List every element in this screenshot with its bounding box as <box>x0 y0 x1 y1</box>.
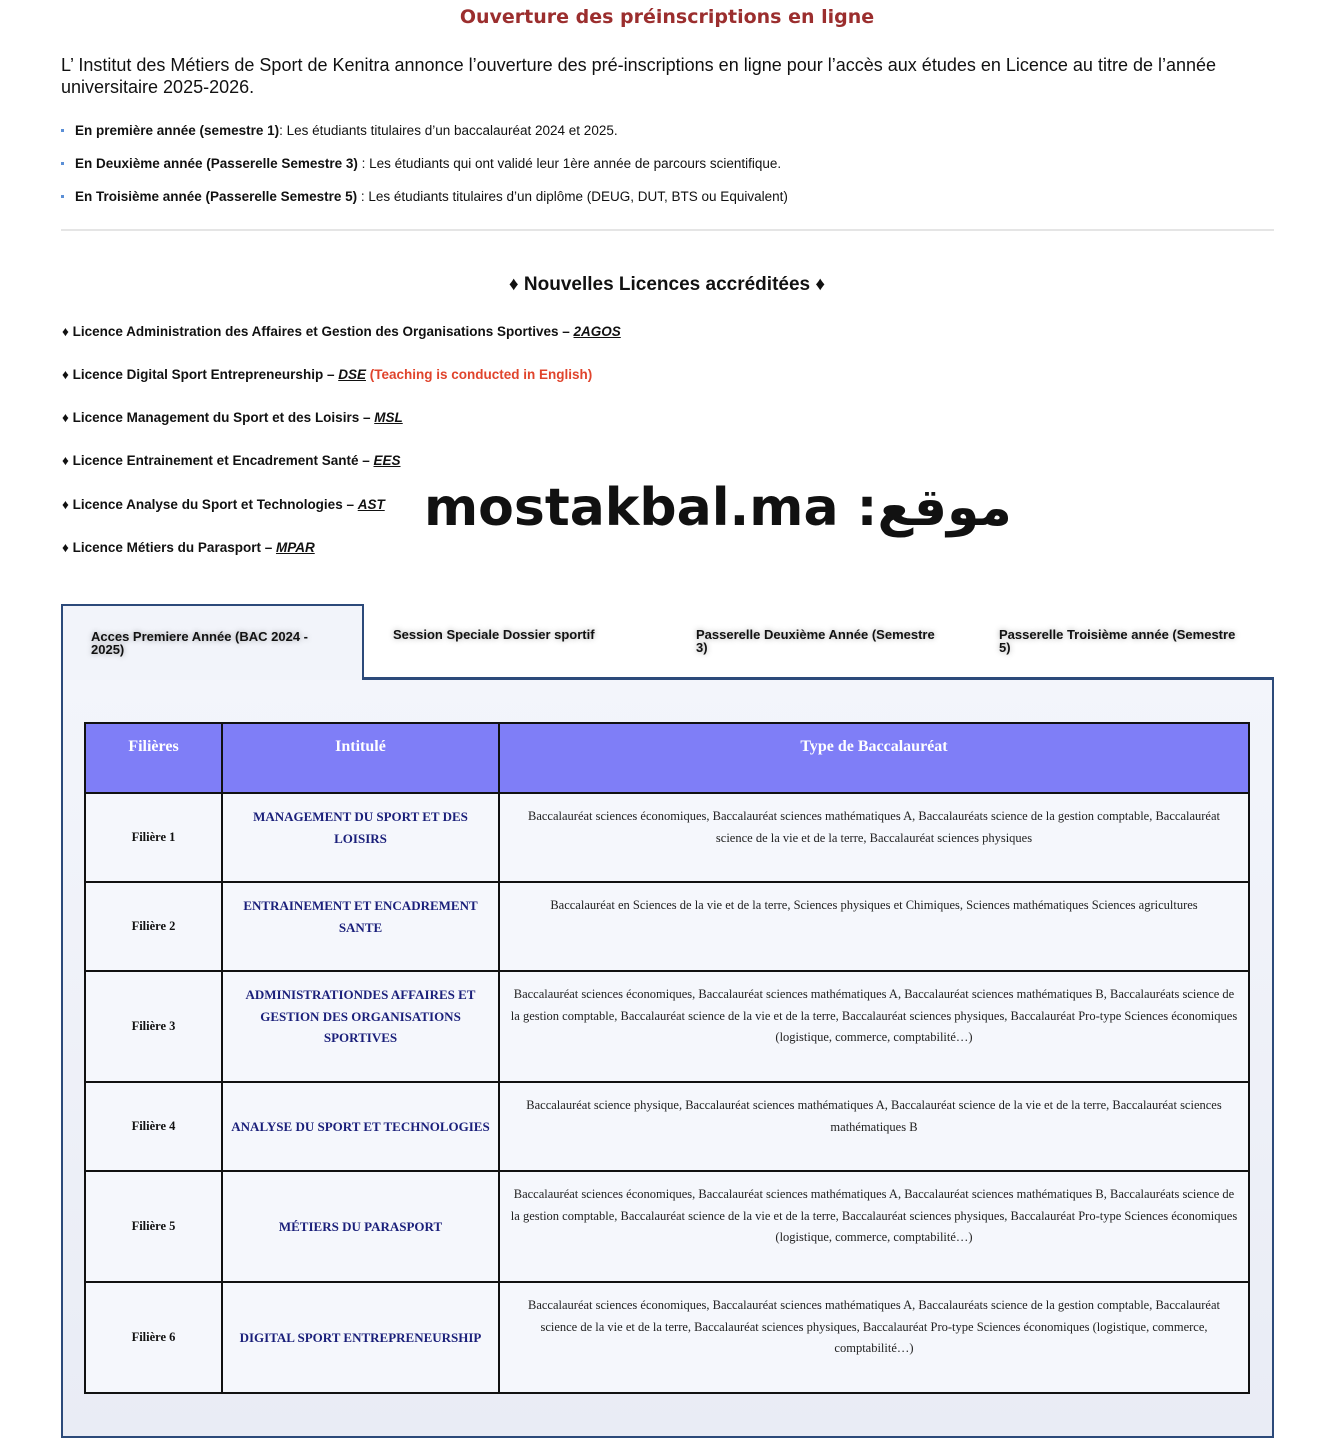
column-header: Type de Baccalauréat <box>499 723 1249 793</box>
table-row <box>85 1171 1249 1282</box>
list-item-text: : Les étudiants titulaires d’un diplôme (DEUG, DUT, BTS ou Equivalent) <box>357 189 788 204</box>
bullet-icon <box>61 195 64 198</box>
column-header: Filières <box>85 723 222 793</box>
licence-code-link[interactable]: AST <box>357 497 385 512</box>
admission-list <box>61 120 788 219</box>
bac-cell: Baccalauréat sciences économiques, Baccalauréat sciences mathématiques A, Baccalauréats science de la gestion comptable, Baccalauréat science de la vie et de la terre, Baccalauréat sciences physiques, Baccalauréat Pro-type Sciences économiques (logistique, commerce, comptabilité…) <box>499 1282 1249 1393</box>
tab-session-speciale[interactable]: Session Speciale Dossier sportif <box>393 627 595 642</box>
bac-cell: Baccalauréat en Sciences de la vie et de la terre, Sciences physiques et Chimiques, Sciences mathématiques Sciences agricultures <box>499 882 1249 971</box>
intitule-cell: ANALYSE DU SPORT ET TECHNOLOGIES <box>222 1082 499 1171</box>
intitule-cell: ENTRAINEMENT ET ENCADREMENT SANTE <box>222 882 499 971</box>
filiere-cell: Filière 3 <box>85 971 222 1082</box>
watermark-text: mostakbal.ma :موقع <box>424 478 1012 538</box>
table-row <box>85 793 1249 882</box>
filiere-cell: Filière 2 <box>85 882 222 971</box>
list-item-title: En Deuxième année (Passerelle Semestre 3) <box>75 156 358 171</box>
tab-passerelle-troisieme[interactable]: Passerelle Troisième année (Semestre 5) <box>999 627 1236 655</box>
filiere-cell: Filière 4 <box>85 1082 222 1171</box>
tab-bar <box>61 604 1274 679</box>
page-title: Ouverture des préinscriptions en ligne <box>459 6 875 28</box>
licence-item <box>62 324 621 339</box>
licences-heading: ♦ Nouvelles Licences accréditées ♦ <box>508 274 826 295</box>
tab-passerelle-deuxieme[interactable]: Passerelle Deuxième Année (Semestre 3) <box>696 627 935 655</box>
intitule-cell: ADMINISTRATIONDES AFFAIRES ET GESTION DES ORGANISATIONS SPORTIVES <box>222 971 499 1082</box>
licence-note: (Teaching is conducted in English) <box>365 367 593 382</box>
list-item-text: : Les étudiants qui ont validé leur 1ère année de parcours scientifique. <box>357 156 782 171</box>
list-item <box>61 186 788 219</box>
licence-code-link[interactable]: DSE <box>338 367 366 382</box>
filiere-cell: Filière 6 <box>85 1282 222 1393</box>
tab-acces-premiere-annee[interactable]: Acces Premiere Année (BAC 2024 - 2025) <box>61 604 364 680</box>
licence-label: ♦ Licence Entrainement et Encadrement Santé – <box>62 453 374 468</box>
filieres-table <box>84 722 1250 1394</box>
licence-label: ♦ Licence Digital Sport Entrepreneurship – <box>62 367 339 382</box>
bac-cell: Baccalauréat science physique, Baccalauréat sciences mathématiques A, Baccalauréat science de la vie et de la terre, Baccalauréat sciences mathématiques B <box>499 1082 1249 1171</box>
filiere-cell: Filière 5 <box>85 1171 222 1282</box>
licence-label: ♦ Licence Analyse du Sport et Technologies – <box>62 497 358 512</box>
bullet-icon <box>61 129 64 132</box>
bullet-icon <box>61 162 64 165</box>
bac-cell: Baccalauréat sciences économiques, Baccalauréat sciences mathématiques A, Baccalauréats science de la gestion comptable, Baccalauréat science de la vie et de la terre, Baccalauréat sciences physiques <box>499 793 1249 882</box>
table-row <box>85 1282 1249 1393</box>
list-item-title: En Troisième année (Passerelle Semestre 5) <box>75 189 358 204</box>
licence-item <box>62 367 592 382</box>
list-item <box>61 120 788 153</box>
list-item <box>61 153 788 186</box>
licence-code-link[interactable]: MSL <box>374 410 403 425</box>
intitule-cell: DIGITAL SPORT ENTREPRENEURSHIP <box>222 1282 499 1393</box>
licence-item <box>62 540 315 555</box>
intitule-cell: MANAGEMENT DU SPORT ET DES LOISIRS <box>222 793 499 882</box>
divider <box>61 229 1274 231</box>
intitule-cell: MÉTIERS DU PARASPORT <box>222 1171 499 1282</box>
licence-code-link[interactable]: MPAR <box>275 540 315 555</box>
filiere-cell: Filière 1 <box>85 793 222 882</box>
bac-cell: Baccalauréat sciences économiques, Baccalauréat sciences mathématiques A, Baccalauréat sciences mathématiques B, Baccalauréats science de la gestion comptable, Baccalauréat science de la vie et de la terre, Baccalauréat sciences physiques, Baccalauréat Pro-type Sciences économiques (logistique, commerce, comptabilité…) <box>499 1171 1249 1282</box>
table-header-row <box>85 723 1249 793</box>
licence-code-link[interactable]: EES <box>373 453 401 468</box>
table-row <box>85 971 1249 1082</box>
bac-cell: Baccalauréat sciences économiques, Baccalauréat sciences mathématiques A, Baccalauréat sciences mathématiques B, Baccalauréats science de la gestion comptable, Baccalauréat science de la vie et de la terre, Baccalauréat sciences physiques, Baccalauréat Pro-type Sciences économiques (logistique, commerce, comptabilité…) <box>499 971 1249 1082</box>
list-item-title: En première année (semestre 1) <box>75 123 280 138</box>
licence-item <box>62 453 401 468</box>
list-item-text: : Les étudiants titulaires d’un baccalauréat 2024 et 2025. <box>279 123 618 138</box>
licence-label: ♦ Licence Métiers du Parasport – <box>62 540 276 555</box>
licence-code-link[interactable]: 2AGOS <box>573 324 621 339</box>
intro-paragraph: L’ Institut des Métiers de Sport de Kenitra annonce l’ouverture des pré-inscriptions en ligne pour l’accès aux études en Licence au titre de l’année universitaire 2025-2026. <box>61 55 1217 97</box>
licence-label: ♦ Licence Management du Sport et des Loisirs – <box>62 410 375 425</box>
column-header: Intitulé <box>222 723 499 793</box>
table-row <box>85 1082 1249 1171</box>
licence-item <box>62 497 385 512</box>
table-row <box>85 882 1249 971</box>
licence-label: ♦ Licence Administration des Affaires et Gestion des Organisations Sportives – <box>62 324 574 339</box>
licence-item <box>62 410 403 425</box>
